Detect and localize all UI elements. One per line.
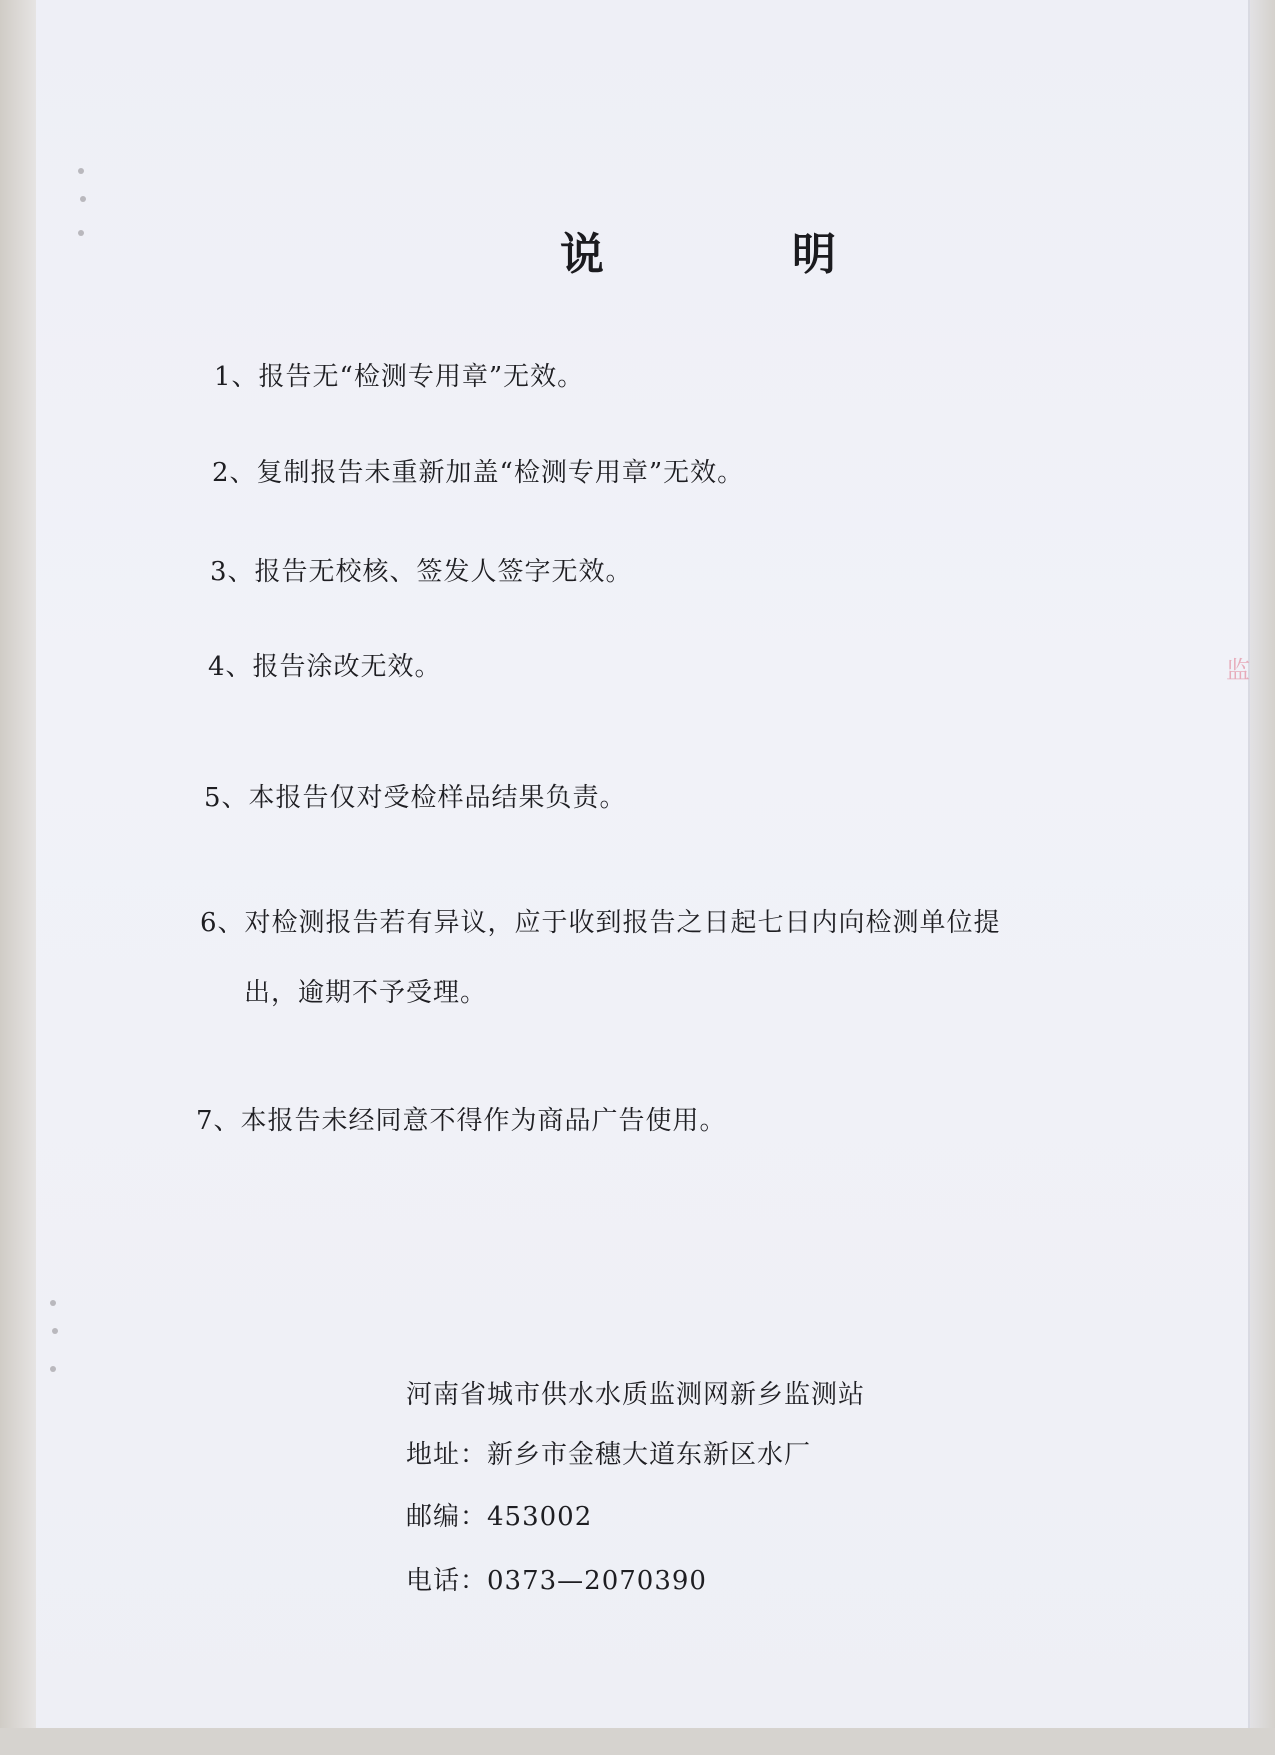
punch-hole-mark bbox=[50, 1300, 56, 1306]
notice-item-6-continuation: 出，逾期不予受理。 bbox=[244, 978, 488, 1008]
stamp-text: 监 bbox=[1226, 656, 1250, 684]
punch-hole-mark bbox=[52, 1328, 58, 1334]
notice-item-1: 1、报告无“检测专用章”无效。 bbox=[214, 362, 585, 392]
notice-item-3: 3、报告无校核、签发人签字无效。 bbox=[210, 557, 633, 587]
punch-hole-mark bbox=[80, 196, 86, 202]
notice-item-6: 6、对检测报告若有异议，应于收到报告之日起七日内向检测单位提 bbox=[200, 908, 1001, 938]
organization-name: 河南省城市供水水质监测网新乡监测站 bbox=[406, 1380, 866, 1410]
notice-item-7: 7、本报告未经同意不得作为商品广告使用。 bbox=[196, 1106, 727, 1136]
punch-hole-mark bbox=[78, 230, 84, 236]
document-title: 说 明 bbox=[560, 229, 908, 280]
punch-hole-mark bbox=[50, 1366, 56, 1372]
scan-bottom-edge bbox=[0, 1728, 1275, 1755]
postcode-line: 邮编：453002 bbox=[406, 1502, 593, 1532]
notice-item-4: 4、报告涂改无效。 bbox=[208, 652, 442, 682]
notice-item-2: 2、复制报告未重新加盖“检测专用章”无效。 bbox=[212, 458, 745, 488]
scan-right-edge bbox=[1250, 0, 1275, 1755]
notice-item-5: 5、本报告仅对受检样品结果负责。 bbox=[204, 783, 627, 813]
address-line: 地址：新乡市金穗大道东新区水厂 bbox=[406, 1440, 812, 1470]
red-stamp-fragment bbox=[1226, 640, 1256, 840]
punch-hole-mark bbox=[78, 168, 84, 174]
phone-line: 电话：0373—2070390 bbox=[406, 1566, 707, 1596]
scan-left-edge bbox=[0, 0, 36, 1755]
